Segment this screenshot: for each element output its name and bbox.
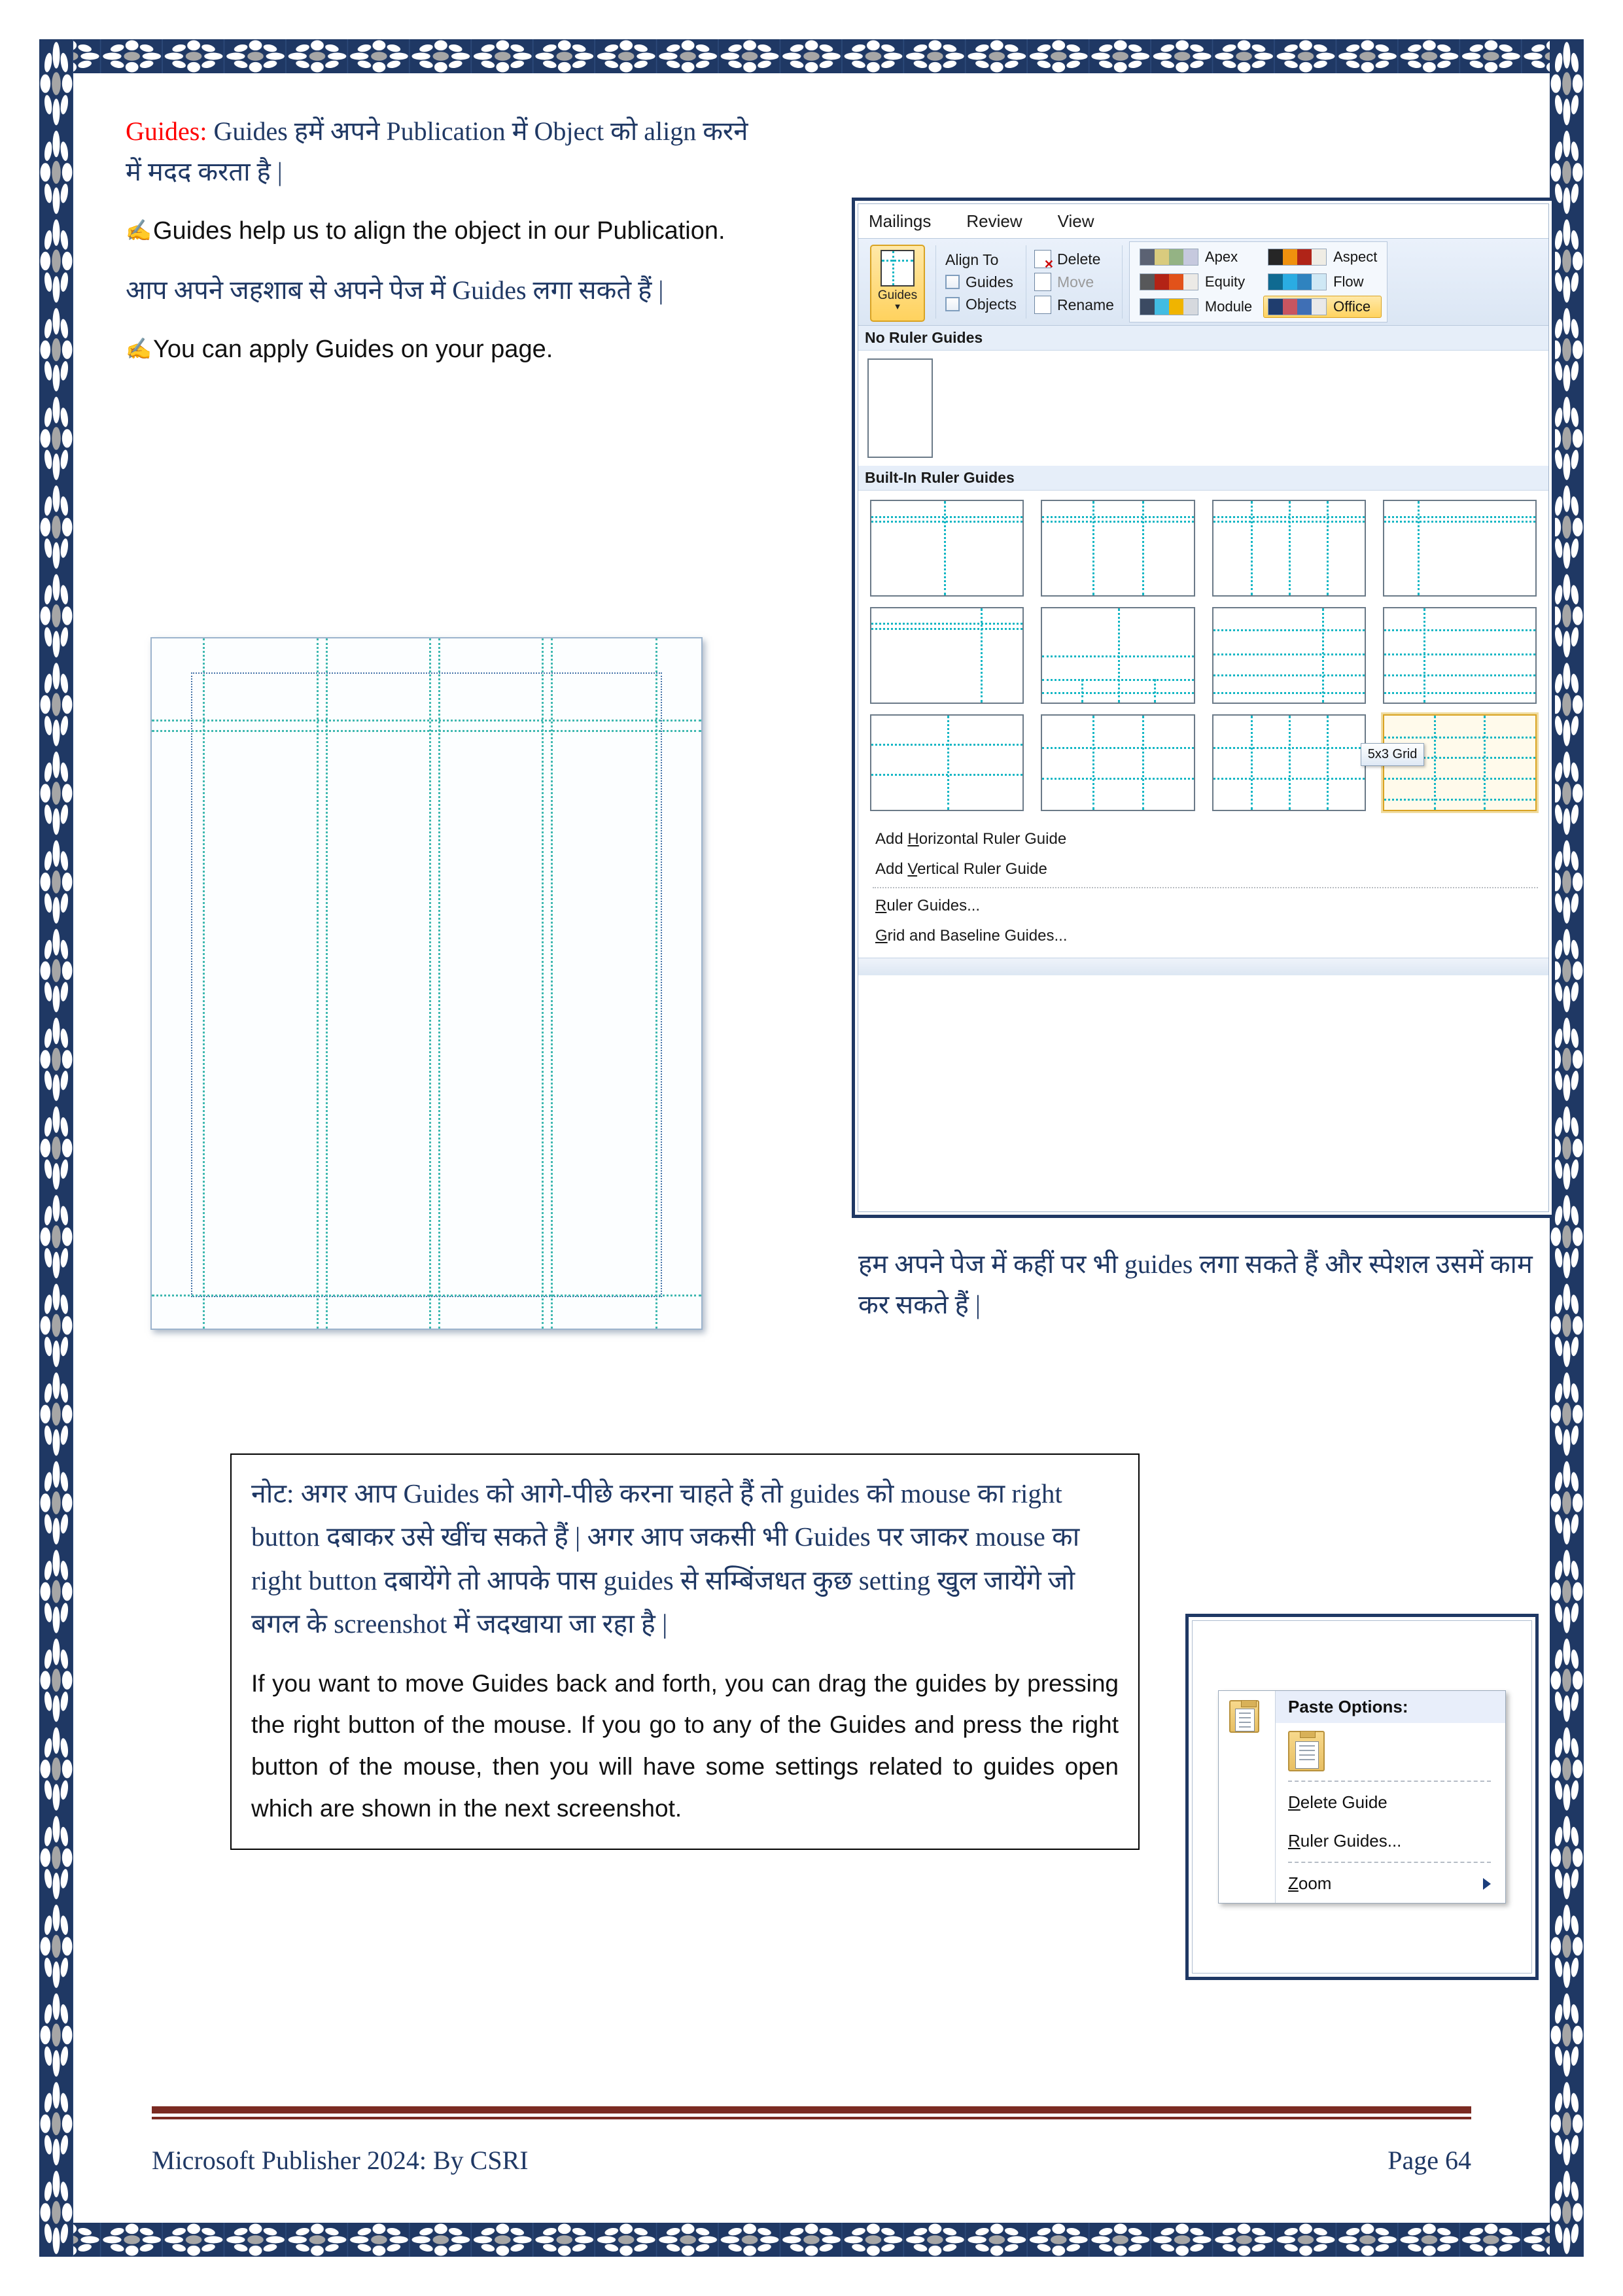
thumbnail-tooltip: 5x3 Grid [1361, 743, 1425, 766]
align-to-label [945, 251, 1017, 269]
scheme-apex-label: Apex [1204, 249, 1238, 265]
guide-thumbnail[interactable] [1383, 500, 1537, 597]
clipboard-clip-icon [1300, 1731, 1316, 1738]
document-icon [1235, 1709, 1255, 1731]
section-header-no-ruler-guides: No Ruler Guides [858, 326, 1548, 351]
page-commands-group [1026, 239, 1122, 325]
writing-hand-icon-2: ✍ [126, 336, 152, 360]
bullet-line-2 [126, 330, 767, 369]
vertical-guide [542, 638, 544, 1329]
intro-heading-label: Guides: [126, 116, 207, 146]
bullet-line-1 [126, 212, 767, 251]
context-menu-body [1275, 1691, 1505, 1903]
caption-text: हम अपने पेज में कहीं पर भी guides लगा सकते हैं और स्पेशल उसमें काम कर सकते हैं | [858, 1249, 1533, 1319]
scheme-apex[interactable] [1135, 246, 1257, 268]
guide-thumbnail[interactable] [1041, 714, 1195, 811]
footer-page-number: Page 64 [1387, 2146, 1471, 2175]
paragraph-hindi-2: आप अपने जहशाब से अपने पेज में Guides लगा सकते हैं | [126, 275, 664, 305]
horizontal-guide [152, 720, 701, 722]
vertical-guide [317, 638, 319, 1329]
tab-view[interactable]: View [1057, 211, 1094, 231]
tab-review[interactable]: Review [966, 211, 1022, 231]
note-english-text: If you want to move Guides back and forth, you can drag the guides by pressing the right button of the mouse. If you go to any of the Guides and press the right button of the mouse, then you will have some settings related to guides open which are shown in the next screenshot. [251, 1669, 1119, 1822]
move-page-icon [1034, 273, 1051, 291]
align-option-guides[interactable] [945, 273, 1017, 291]
border-bottom [39, 2223, 1584, 2257]
guide-thumbnail[interactable] [1041, 607, 1195, 704]
scheme-flow-label: Flow [1333, 273, 1364, 290]
guide-context-menu [1218, 1690, 1506, 1904]
page-content [73, 73, 1550, 2223]
guides-group [858, 239, 935, 325]
left-text-column [126, 111, 767, 389]
color-schemes-group [1123, 239, 1394, 325]
writing-hand-icon: ✍ [126, 218, 152, 242]
vertical-guide [438, 638, 440, 1329]
footer-rule-thick [152, 2106, 1471, 2113]
guide-thumbnail[interactable] [1212, 500, 1366, 597]
border-left [39, 39, 73, 2257]
scheme-module[interactable] [1135, 296, 1257, 318]
menu-separator [1288, 1862, 1491, 1863]
tab-mailings[interactable]: Mailings [869, 211, 932, 231]
section-header-builtin-ruler-guides: Built-In Ruler Guides [858, 466, 1548, 491]
vertical-guide [326, 638, 328, 1329]
intro-paragraph [126, 111, 767, 192]
scheme-apex-swatch [1140, 249, 1198, 266]
rename-page-icon [1034, 296, 1051, 314]
scheme-module-label: Module [1204, 298, 1253, 315]
guide-thumbnail[interactable] [1383, 607, 1537, 704]
horizontal-guide [152, 730, 701, 732]
x-icon: ✕ [1043, 258, 1054, 271]
preview-canvas [152, 638, 701, 1329]
align-option-objects[interactable] [945, 296, 1017, 313]
menu-item-ruler-guides[interactable]: Ruler Guides... [875, 897, 981, 914]
scheme-equity-swatch [1140, 273, 1198, 290]
scheme-equity[interactable] [1135, 271, 1257, 293]
guides-button-label: Guides [877, 288, 918, 302]
submenu-arrow-icon [1483, 1878, 1491, 1890]
ribbon-tab-bar [858, 204, 1548, 239]
scheme-aspect-swatch [1268, 249, 1327, 266]
context-menu-screenshot [1185, 1614, 1539, 1980]
menu-icon-gutter [1219, 1691, 1276, 1903]
thumbnail-no-guides[interactable] [867, 358, 933, 458]
align-to-group [936, 239, 1026, 325]
delete-page-icon [1034, 250, 1054, 271]
menu-item-add-vertical-ruler-guide[interactable]: Add Vertical Ruler Guide [875, 860, 1047, 878]
guide-vertical-line-icon [892, 251, 894, 285]
scheme-office-swatch [1268, 298, 1327, 315]
checkbox-objects[interactable] [945, 297, 960, 311]
ribbon-toolbar [858, 239, 1548, 326]
note-box [230, 1453, 1140, 1850]
bullet-line-2-text: You can apply Guides on your page. [153, 335, 553, 363]
footer-left-text: Microsoft Publisher 2024: By CSRI [152, 2146, 529, 2175]
guides-page-icon [881, 250, 915, 287]
note-hindi-text: नोट: अगर आप Guides को आगे-पीछे करना चाहते हैं तो guides को mouse का right button दबाकर उसे खींच सकते हैं | अगर आप जकसी भी Guides पर जाकर mouse का right button दबायेंगे तो आपके पास guides से सम्बिंजधत कुछ setting खुल जायेंगे जो बगल के screenshot में जदखाया जा रहा है | [251, 1478, 1080, 1639]
chevron-down-icon[interactable]: ▼ [893, 302, 902, 311]
border-top [39, 39, 1584, 73]
builtin-guides-gallery [858, 491, 1548, 820]
horizontal-guide [152, 1295, 701, 1296]
scheme-office[interactable] [1263, 296, 1382, 318]
scheme-equity-label: Equity [1204, 273, 1246, 290]
delete-command[interactable] [1034, 250, 1114, 271]
paste-option-button[interactable] [1275, 1723, 1505, 1779]
scheme-aspect-label: Aspect [1333, 249, 1378, 265]
align-option-guides-label: Guides [966, 273, 1013, 290]
guide-thumbnail[interactable] [1212, 714, 1366, 811]
intro-paragraph-text: Guides हमें अपने Publication में Object को align करने में मदद करता है | [126, 116, 748, 186]
no-ruler-guides-area [858, 351, 1548, 466]
screenshot-caption [858, 1244, 1552, 1325]
footer-rule [152, 2106, 1471, 2119]
clipboard-icon [1229, 1700, 1259, 1733]
guides-dropdown-menu [858, 820, 1548, 958]
menu-separator [1288, 1781, 1491, 1782]
scheme-aspect[interactable] [1263, 246, 1382, 268]
margin-guide-box [191, 672, 662, 1297]
delete-label: Delete [1056, 250, 1101, 268]
menu-item-zoom[interactable]: Zoom [1275, 1864, 1505, 1903]
scheme-flow-swatch [1268, 273, 1327, 290]
rename-command[interactable] [1034, 296, 1114, 314]
guide-horizontal-line-icon [882, 260, 913, 262]
vertical-guide [551, 638, 553, 1329]
align-to-text: Align To [945, 251, 999, 268]
move-command[interactable] [1034, 273, 1114, 291]
checkbox-guides[interactable] [945, 275, 960, 289]
guide-thumbnail[interactable] [1041, 500, 1195, 597]
page-guides-preview-image [150, 637, 703, 1330]
scheme-flow[interactable] [1263, 271, 1382, 293]
scheme-module-swatch [1140, 298, 1198, 315]
document-icon [1295, 1741, 1319, 1769]
footer-rule-thin [152, 2117, 1471, 2119]
menu-separator [873, 887, 1538, 888]
context-screenshot-inner [1192, 1620, 1532, 1974]
screenshot-status-strip [858, 958, 1548, 975]
paste-options-header: Paste Options: [1275, 1691, 1505, 1723]
vertical-guide [203, 638, 205, 1329]
vertical-guide [429, 638, 431, 1329]
page-footer [152, 2145, 1471, 2176]
menu-item-add-horizontal-ruler-guide[interactable]: Add Horizontal Ruler Guide [875, 830, 1067, 848]
move-label: Move [1056, 273, 1094, 290]
publisher-ribbon-screenshot [852, 198, 1555, 1218]
align-option-objects-label: Objects [966, 295, 1017, 313]
paste-clipboard-icon [1288, 1731, 1325, 1771]
clipboard-clip-icon [1241, 1700, 1257, 1707]
guide-thumbnail[interactable] [870, 714, 1024, 811]
guide-thumbnail[interactable] [870, 500, 1024, 597]
bullet-line-1-text: Guides help us to align the object in our Publication. [153, 217, 725, 245]
screenshot-inner-frame [858, 203, 1549, 1212]
vertical-guide [655, 638, 657, 1329]
guide-thumbnail[interactable] [1212, 607, 1366, 704]
rename-label: Rename [1056, 296, 1114, 313]
scheme-office-label: Office [1333, 298, 1371, 315]
color-schemes-grid [1129, 241, 1387, 322]
menu-item-grid-and-baseline-guides[interactable]: Grid and Baseline Guides... [875, 927, 1068, 945]
guides-split-button[interactable] [870, 245, 925, 322]
border-pattern-icon [39, 39, 1584, 73]
menu-item-ruler-guides[interactable]: Ruler Guides... [1288, 1831, 1402, 1851]
menu-item-delete-guide[interactable]: Delete Guide [1288, 1792, 1387, 1812]
guide-thumbnail-selected[interactable] [1367, 714, 1537, 811]
guide-thumbnail[interactable] [870, 607, 1024, 704]
